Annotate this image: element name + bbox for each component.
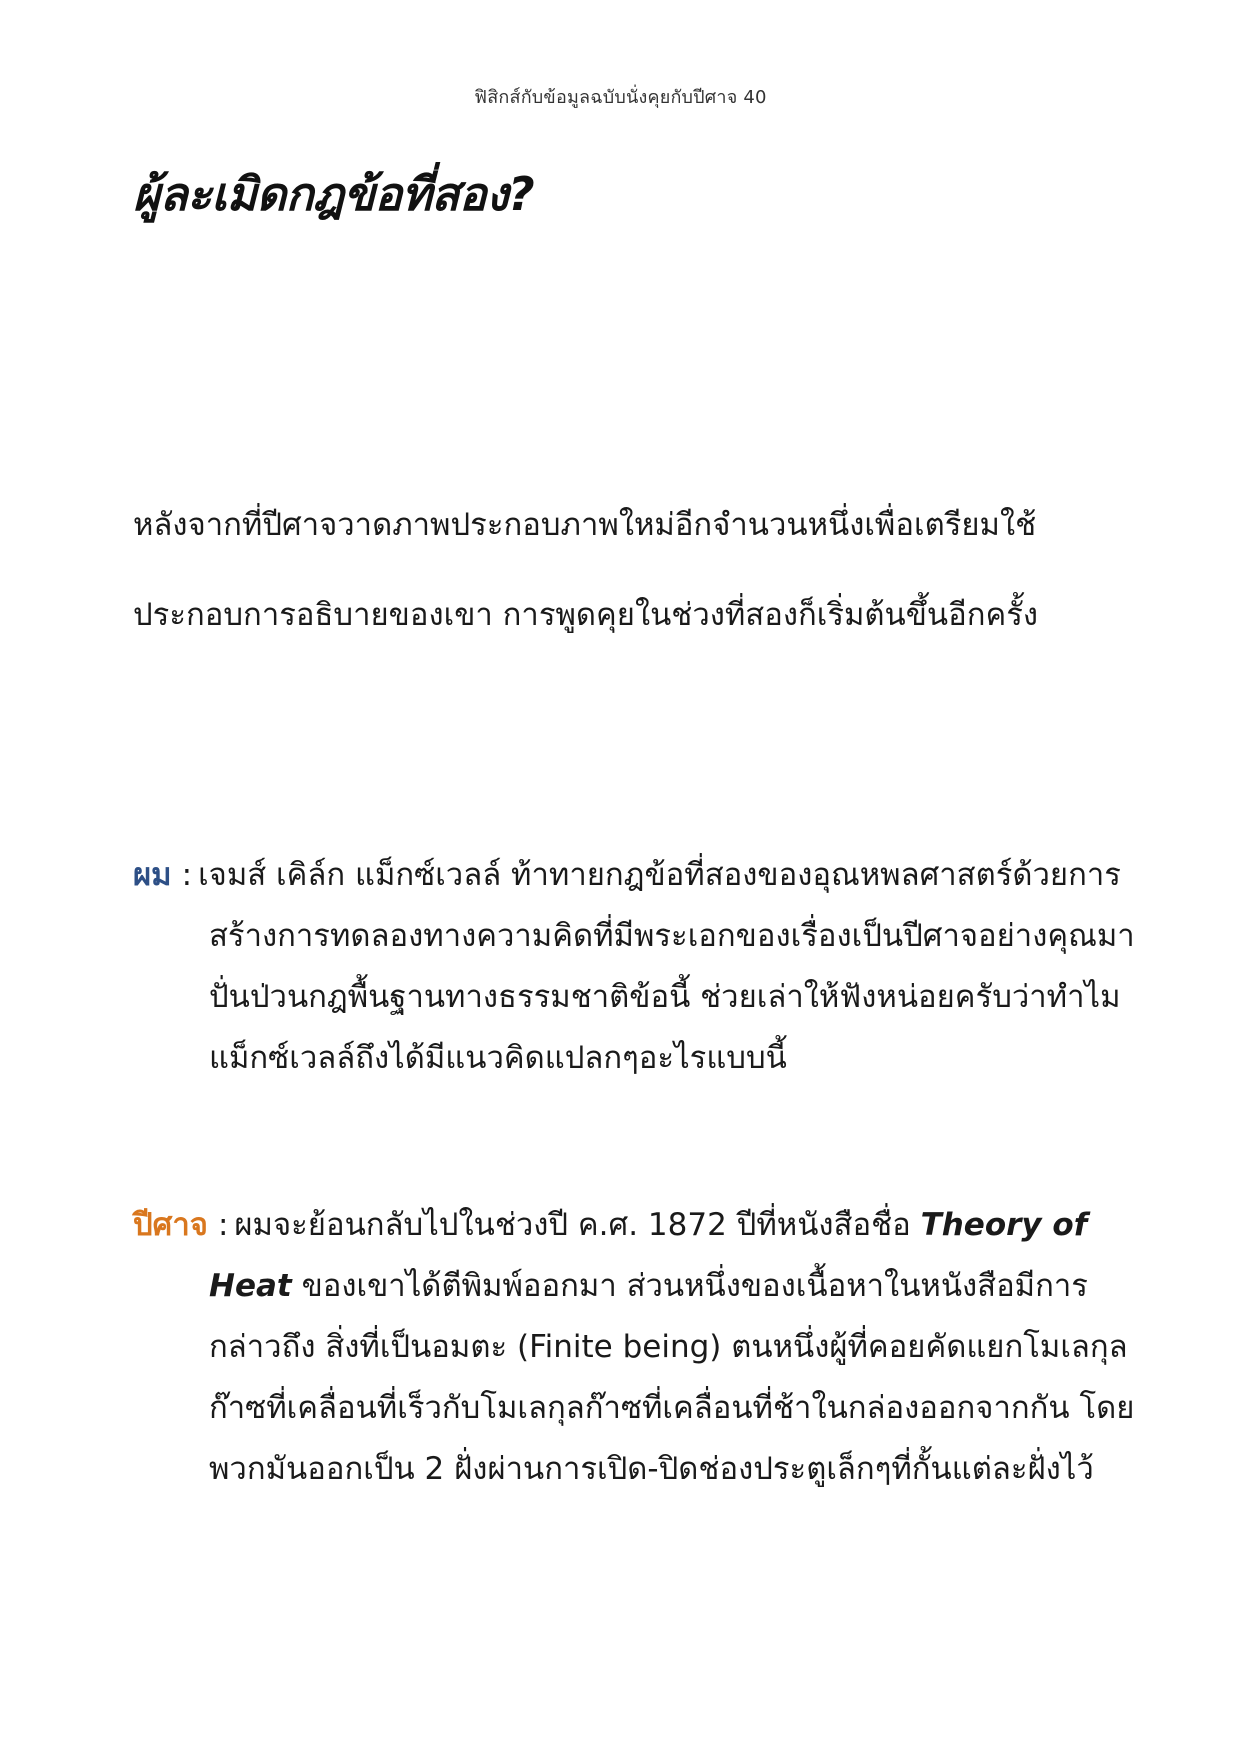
chapter-title: ผู้ละเมิดกฎข้อที่สอง? [133,167,535,221]
running-header: ฟิสิกส์กับข้อมูลฉบับนั่งคุยกับปีศาจ 40 [474,87,767,108]
dialogue-entry [133,1195,1153,1500]
book-title: Theory of Heat [209,1207,1088,1304]
dialogue-entry [133,845,1153,1089]
speaker-label-me: ผม [133,857,172,893]
dialogue-block-narrator [133,845,1153,1089]
speaker-label-ghost: ปีศาจ [133,1207,208,1243]
speaker-separator: : [217,1207,229,1243]
dialogue-block-ghost [133,1195,1153,1500]
speaker-separator: : [181,857,193,893]
intro-paragraph: หลังจากที่ปีศาจวาดภาพประกอบภาพใหม่อีกจำนวนหนึ่งเพื่อเตรียมใช้ประกอบการอธิบายของเขา การพูดคุยในช่วงที่สองก็เริ่มต้นขึ้นอีกครั้ง [133,507,1039,633]
dialogue-text-after: ของเขาได้ตีพิมพ์ออกมา ส่วนหนึ่งของเนื้อหาในหนังสือมีการกล่าวถึง สิ่งที่เป็นอมตะ (Finite being) ตนหนึ่งผู้ที่คอยคัดแยกโมเลกุลก๊าซที่เคลื่อนที่เร็วกับโมเลกุลก๊าซที่เคลื่อนที่ช้าในกล่องออกจากกัน โดยพวกมันออกเป็น 2 ฝั่งผ่านการเปิด-ปิดช่องประตูเล็กๆที่กั้นแต่ละฝั่งไว้ [209,1268,1135,1487]
dialogue-text: เจมส์ เคิล์ก แม็กซ์เวลล์ ท้าทายกฎข้อที่สองของอุณหพลศาสตร์ด้วยการสร้างการทดลองทางความคิดที่มีพระเอกของเรื่องเป็นปีศาจอย่างคุณมาปั่นป่วนกฎพื้นฐานทางธรรมชาติข้อนี้ ช่วยเล่าให้ฟังหน่อยครับว่าทำไมแม็กซ์เวลล์ถึงได้มีแนวคิดแปลกๆอะไรแบบนี้ [198,857,1135,1076]
dialogue-text-before: ผมจะย้อนกลับไปในช่วงปี ค.ศ. 1872 ปีที่หนังสือชื่อ [234,1207,911,1243]
